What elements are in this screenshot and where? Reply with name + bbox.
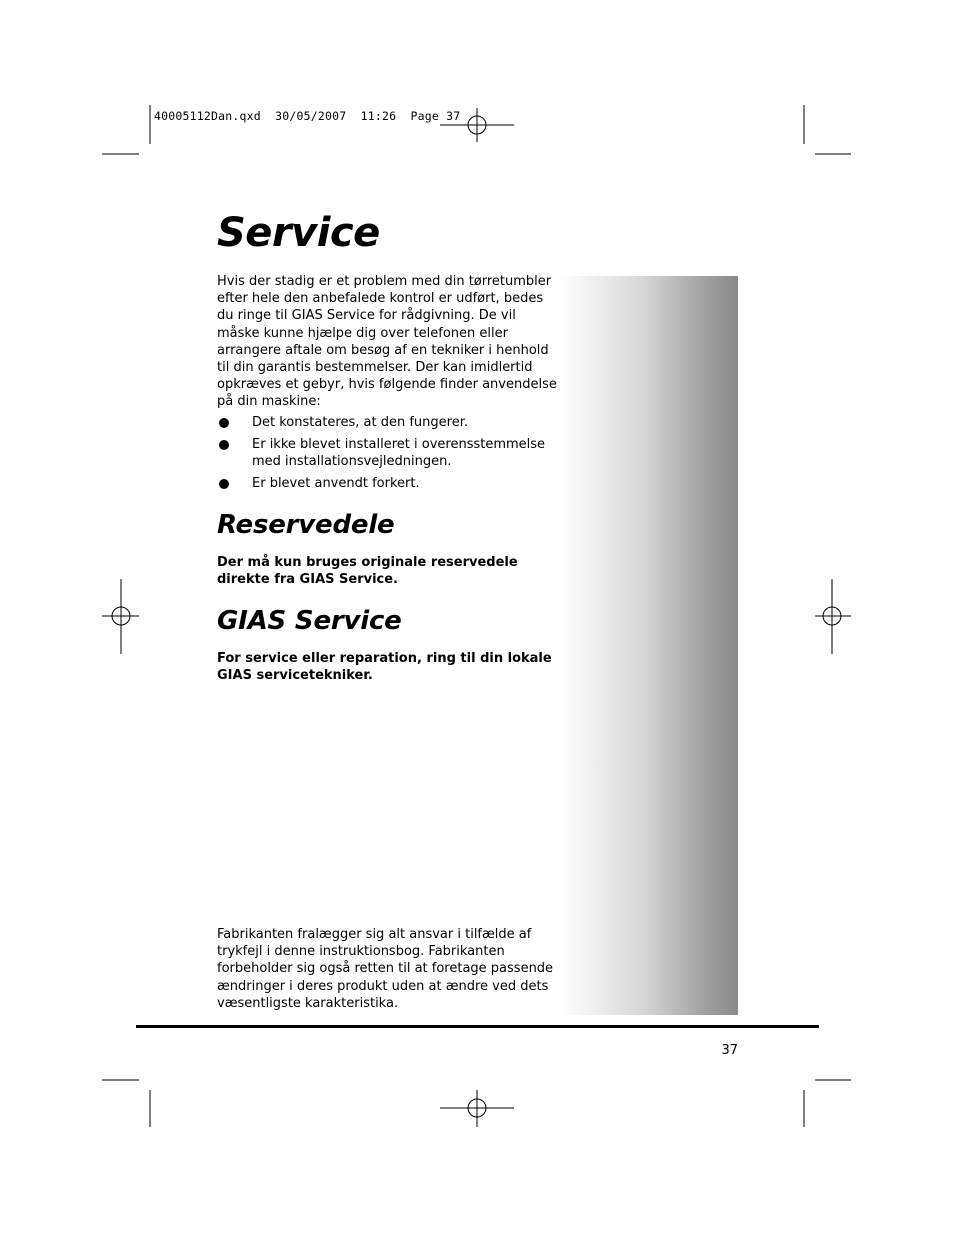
disclaimer-paragraph: Fabrikanten fralægger sig alt ansvar i tilfælde af trykfejl i denne instruktionsbog. Fabrikanten forbeholder sig også retten til at foretage passende ændringer i deres produkt uden at ændre ved dets væsentligste karakteristika. xyxy=(217,927,554,1011)
bullet-icon xyxy=(219,440,229,450)
list-item xyxy=(217,414,557,431)
reservedele-heading: Reservedele xyxy=(217,510,395,540)
reservedele-text: Der må kun bruges originale reservedele direkte fra GIAS Service. xyxy=(217,555,518,588)
print-slug: 40005112Dan.qxd 30/05/2007 11:26 Page 37 xyxy=(154,109,461,123)
registration-mark-left xyxy=(102,579,139,654)
list-item xyxy=(217,436,557,470)
list-item xyxy=(217,475,557,492)
list-item-text: Er blevet anvendt forkert. xyxy=(252,475,420,491)
side-gradient-panel xyxy=(560,276,738,1015)
conditions-list xyxy=(217,414,557,496)
footer-rule xyxy=(136,1025,819,1028)
gias-service-text: For service eller reparation, ring til din lokale GIAS servicetekniker. xyxy=(217,651,552,684)
intro-paragraph: Hvis der stadig er et problem med din tørretumbler efter hele den anbefalede kontrol er udført, bedes du ringe til GIAS Service for rådgivning. De vil måske kunne hjælpe dig over telefonen eller arrangere aftale om besøg af en tekniker i henhold til din garantis bestemmelser. Der kan imidlertid opkræves et gebyr, hvis følgende finder anvendelse på din maskine: xyxy=(217,274,557,410)
page-number: 37 xyxy=(721,1043,738,1058)
bullet-icon xyxy=(219,418,229,428)
bullet-icon xyxy=(219,479,229,489)
page-title: Service xyxy=(217,210,380,256)
list-item-text: Er ikke blevet installeret i overensstemmelse med installationsvejledningen. xyxy=(252,436,546,469)
registration-mark-bottom xyxy=(440,1090,514,1127)
gias-service-heading: GIAS Service xyxy=(217,606,402,636)
registration-mark-right xyxy=(815,579,851,654)
list-item-text: Det konstateres, at den fungerer. xyxy=(252,415,468,430)
